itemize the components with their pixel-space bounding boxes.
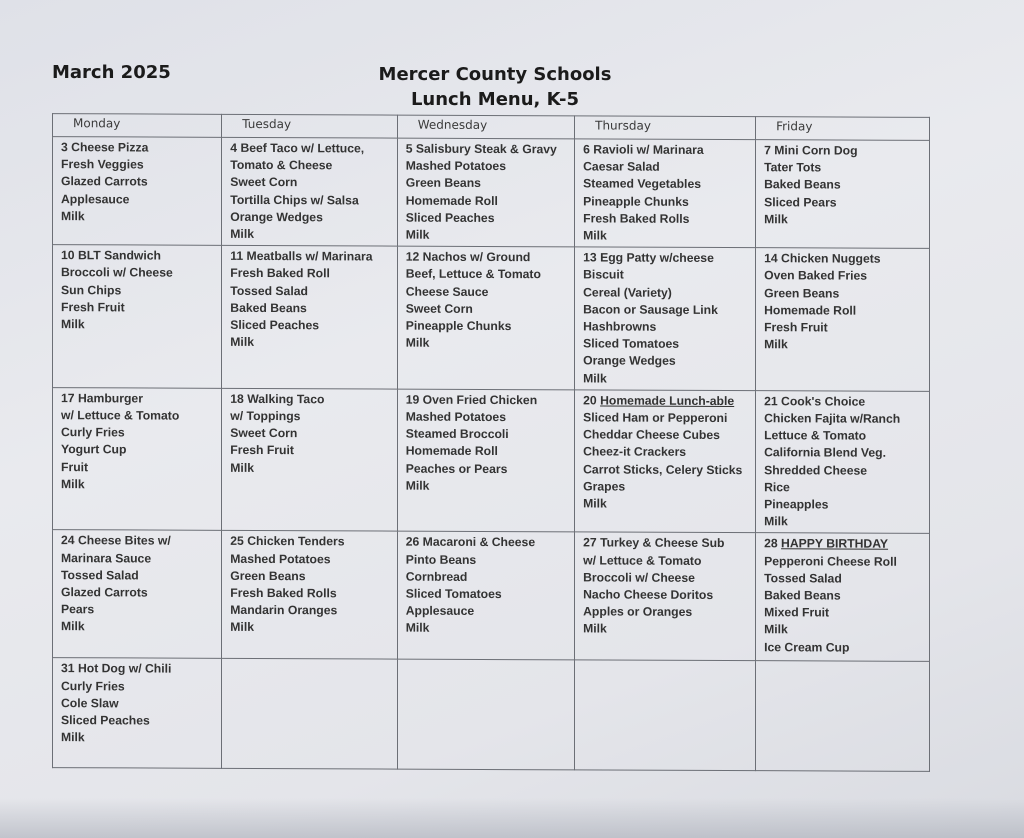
menu-day-entry: 5 Salisbury Steak & Gravy [405, 141, 557, 157]
menu-item: Mashed Potatoes [230, 551, 331, 566]
menu-item: Milk [405, 227, 430, 242]
menu-item: Milk [230, 460, 254, 475]
menu-item: Rice [764, 480, 790, 495]
day-cell-tuesday [222, 388, 397, 531]
day-cell-monday [53, 387, 222, 530]
menu-item: w/ Lettuce & Tomato [583, 553, 702, 568]
weekday-header-friday: Friday [756, 117, 930, 141]
menu-day-entry: 12 Nachos w/ Ground [405, 249, 531, 265]
day-cell-thursday [575, 139, 756, 248]
menu-item: Cheese Sauce [405, 284, 489, 299]
menu-item: Pepperoni Cheese Roll [764, 553, 897, 569]
menu-day-entry: 7 Mini Corn Dog [764, 143, 858, 158]
weekday-header-wednesday: Wednesday [397, 115, 574, 139]
menu-item: Fresh Baked Rolls [583, 211, 690, 226]
day-cell-thursday [575, 532, 756, 661]
menu-item: Sliced Peaches [405, 210, 495, 225]
menu-item: Milk [583, 228, 607, 243]
menu-item: Tossed Salad [764, 571, 842, 586]
menu-item: Ice Cream Cup [764, 639, 850, 655]
menu-item: Steamed Vegetables [583, 176, 701, 192]
menu-item: Broccoli w/ Cheese [61, 265, 173, 281]
menu-day-entry: 27 Turkey & Cheese Sub [583, 535, 725, 551]
day-cell-tuesday [222, 246, 397, 389]
menu-item: Fresh Baked Rolls [230, 585, 337, 601]
menu-item: Caesar Salad [583, 159, 660, 174]
menu-item: Cereal (Variety) [583, 285, 672, 300]
menu-item: Chicken Fajita w/Ranch [764, 411, 901, 426]
menu-item: Green Beans [230, 568, 306, 584]
day-cell-friday [756, 248, 930, 391]
menu-item: Fresh Baked Roll [230, 266, 330, 281]
menu-day-entry: 14 Chicken Nuggets [764, 251, 881, 266]
day-cell-monday [53, 658, 222, 769]
menu-day-entry: 25 Chicken Tenders [230, 534, 345, 549]
day-cell-monday [53, 530, 222, 659]
weekday-header-monday: Monday [53, 114, 222, 138]
menu-day-entry: 10 BLT Sandwich [61, 248, 161, 263]
menu-item: Milk [764, 337, 788, 352]
menu-item: Nacho Cheese Doritos [583, 587, 714, 603]
menu-day-entry: 26 Macaroni & Cheese [405, 535, 536, 550]
menu-item: Baked Beans [764, 588, 841, 603]
menu-item: Milk [764, 622, 788, 637]
day-cell-thursday [575, 390, 756, 533]
menu-item: Sliced Peaches [230, 317, 320, 333]
menu-item: Hashbrowns [583, 319, 657, 334]
empty-day-cell [756, 661, 930, 772]
menu-item: Pinto Beans [405, 552, 477, 567]
menu-day-theme: HAPPY BIRTHDAY [781, 536, 889, 552]
week-row [53, 530, 930, 662]
menu-item: Broccoli w/ Cheese [583, 570, 695, 585]
week-row [53, 137, 930, 249]
day-cell-wednesday [397, 138, 574, 247]
menu-item: Green Beans [405, 176, 481, 191]
menu-item: Tortilla Chips w/ Salsa [230, 192, 359, 208]
menu-day-entry [583, 392, 751, 410]
menu-item: Tater Tots [764, 160, 822, 175]
menu-item: Fruit [61, 459, 89, 474]
menu-item: Marinara Sauce [61, 550, 152, 566]
menu-item: Bacon or Sausage Link [583, 302, 718, 317]
menu-item: Milk [405, 478, 430, 493]
menu-item: Milk [61, 208, 85, 224]
menu-item: Milk [764, 212, 788, 227]
menu-item: Curly Fries [61, 425, 125, 440]
menu-day-entry: 19 Oven Fried Chicken [405, 392, 538, 408]
menu-item: Carrot Sticks, Celery Sticks [583, 462, 743, 477]
menu-item: Sun Chips [61, 282, 122, 298]
menu-item: Orange Wedges [230, 209, 323, 225]
menu-item: Steamed Broccoli [405, 426, 509, 442]
menu-item: Green Beans [764, 285, 840, 301]
menu-item: Homemade Roll [405, 444, 498, 459]
menu-day-entry: 4 Beef Taco w/ Lettuce, [230, 140, 365, 156]
day-cell-monday [53, 245, 222, 388]
menu-item: Sweet Corn [230, 426, 298, 441]
menu-item: Glazed Carrots [61, 585, 148, 600]
menu-item: Applesauce [405, 603, 475, 619]
menu-item: Shredded Cheese [764, 462, 868, 478]
menu-item: Fresh Fruit [764, 320, 828, 335]
menu-item: Beef, Lettuce & Tomato [405, 267, 541, 282]
menu-item: Mixed Fruit [764, 605, 830, 620]
day-cell-wednesday [397, 389, 574, 532]
menu-item: Sliced Ham or Pepperoni [583, 410, 728, 426]
menu-item: Sliced Pears [764, 194, 837, 210]
menu-item: California Blend Veg. [764, 445, 886, 461]
school-name: Mercer County Schools [378, 64, 612, 85]
menu-item: w/ Toppings [230, 408, 301, 424]
menu-item: w/ Lettuce & Tomato [61, 408, 180, 423]
menu-item: Fresh Fruit [230, 443, 294, 458]
menu-item: Milk [405, 621, 430, 636]
day-cell-thursday [575, 247, 756, 390]
menu-item: Milk [230, 620, 254, 635]
menu-subtitle: Lunch Menu, K-5 [410, 89, 580, 110]
menu-day-entry: 17 Hamburger [61, 390, 143, 406]
menu-item: Sliced Tomatoes [405, 586, 502, 602]
menu-day-entry: 3 Cheese Pizza [61, 140, 149, 155]
menu-item: Sweet Corn [405, 301, 473, 316]
menu-item: Fresh Fruit [61, 299, 125, 315]
menu-item: Milk [405, 335, 430, 350]
menu-item: Cheddar Cheese Cubes [583, 427, 720, 443]
menu-item: Milk [583, 371, 607, 386]
menu-item: Mandarin Oranges [230, 603, 338, 618]
menu-item: Glazed Carrots [61, 174, 148, 189]
menu-item: Milk [230, 226, 254, 241]
menu-item: Cheez-it Crackers [583, 444, 687, 460]
day-cell-tuesday [222, 137, 397, 246]
menu-item: Orange Wedges [583, 353, 676, 369]
week-row [53, 245, 930, 391]
menu-item: Applesauce [61, 191, 130, 207]
month-title: March 2025 [52, 62, 171, 83]
menu-item: Oven Baked Fries [764, 268, 868, 284]
menu-item: Baked Beans [230, 300, 307, 316]
menu-day-entry: 21 Cook's Choice [764, 394, 866, 409]
menu-item: Apples or Oranges [583, 604, 693, 620]
day-cell-friday [756, 533, 930, 662]
menu-item: Peaches or Pears [405, 461, 508, 476]
menu-day-entry: 11 Meatballs w/ Marinara [230, 249, 373, 264]
weekday-header-tuesday: Tuesday [222, 114, 397, 138]
menu-item: Pineapples [764, 497, 829, 512]
menu-item: Pineapple Chunks [405, 318, 512, 334]
menu-item: Sliced Tomatoes [583, 336, 680, 352]
menu-item: Tossed Salad [230, 283, 308, 298]
menu-day-entry: 18 Walking Taco [230, 391, 325, 407]
menu-item: Milk [764, 514, 788, 529]
menu-item: Homemade Roll [405, 193, 498, 208]
menu-item: Homemade Roll [764, 303, 857, 318]
empty-day-cell [397, 660, 574, 771]
menu-item: Sweet Corn [230, 175, 298, 190]
menu-item: Milk [230, 335, 254, 350]
menu-day-number: 20 [583, 393, 601, 408]
menu-item: Milk [61, 476, 85, 492]
menu-day-theme: Homemade Lunch-able [600, 393, 735, 408]
menu-item: Pineapple Chunks [583, 194, 689, 209]
week-row [53, 658, 930, 772]
menu-item: Cole Slaw [61, 695, 119, 711]
menu-item: Milk [583, 621, 607, 636]
menu-item: Lettuce & Tomato [764, 428, 867, 443]
paper-shadow [0, 798, 1024, 838]
day-cell-wednesday [397, 532, 574, 661]
menu-item: Grapes [583, 479, 626, 494]
menu-day-entry: 31 Hot Dog w/ Chili [61, 661, 172, 677]
day-cell-friday [756, 140, 930, 249]
weekday-header-thursday: Thursday [575, 116, 756, 140]
week-row [53, 387, 930, 533]
menu-item: Milk [61, 619, 85, 634]
menu-day-entry: 24 Cheese Bites w/ [61, 533, 171, 549]
menu-item: Milk [583, 496, 607, 511]
menu-item: Tomato & Cheese [230, 158, 333, 173]
menu-item: Mashed Potatoes [405, 158, 506, 174]
menu-item: Pears [61, 602, 95, 617]
menu-item: Tossed Salad [61, 567, 139, 583]
day-cell-wednesday [397, 246, 574, 389]
empty-day-cell [575, 660, 756, 771]
menu-item: Milk [61, 730, 85, 745]
empty-day-cell [222, 659, 397, 770]
menu-day-entry: 6 Ravioli w/ Marinara [583, 142, 704, 157]
menu-item: Curly Fries [61, 678, 125, 694]
menu-item: Sliced Peaches [61, 713, 150, 728]
menu-item: Milk [61, 317, 85, 332]
menu-item: Biscuit [583, 267, 624, 283]
menu-day-entry [764, 536, 925, 554]
menu-item: Mashed Potatoes [405, 409, 506, 425]
day-cell-monday [53, 137, 222, 246]
menu-item: Cornbread [405, 569, 468, 584]
day-cell-friday [756, 390, 930, 533]
lunch-menu-calendar [52, 113, 930, 772]
menu-item: Fresh Veggies [61, 157, 144, 172]
menu-day-number: 28 [764, 536, 782, 551]
menu-weeks [53, 137, 930, 772]
menu-item: Baked Beans [764, 177, 841, 192]
menu-item: Yogurt Cup [61, 442, 127, 457]
day-cell-tuesday [222, 531, 397, 660]
menu-day-entry: 13 Egg Patty w/cheese [583, 250, 714, 266]
